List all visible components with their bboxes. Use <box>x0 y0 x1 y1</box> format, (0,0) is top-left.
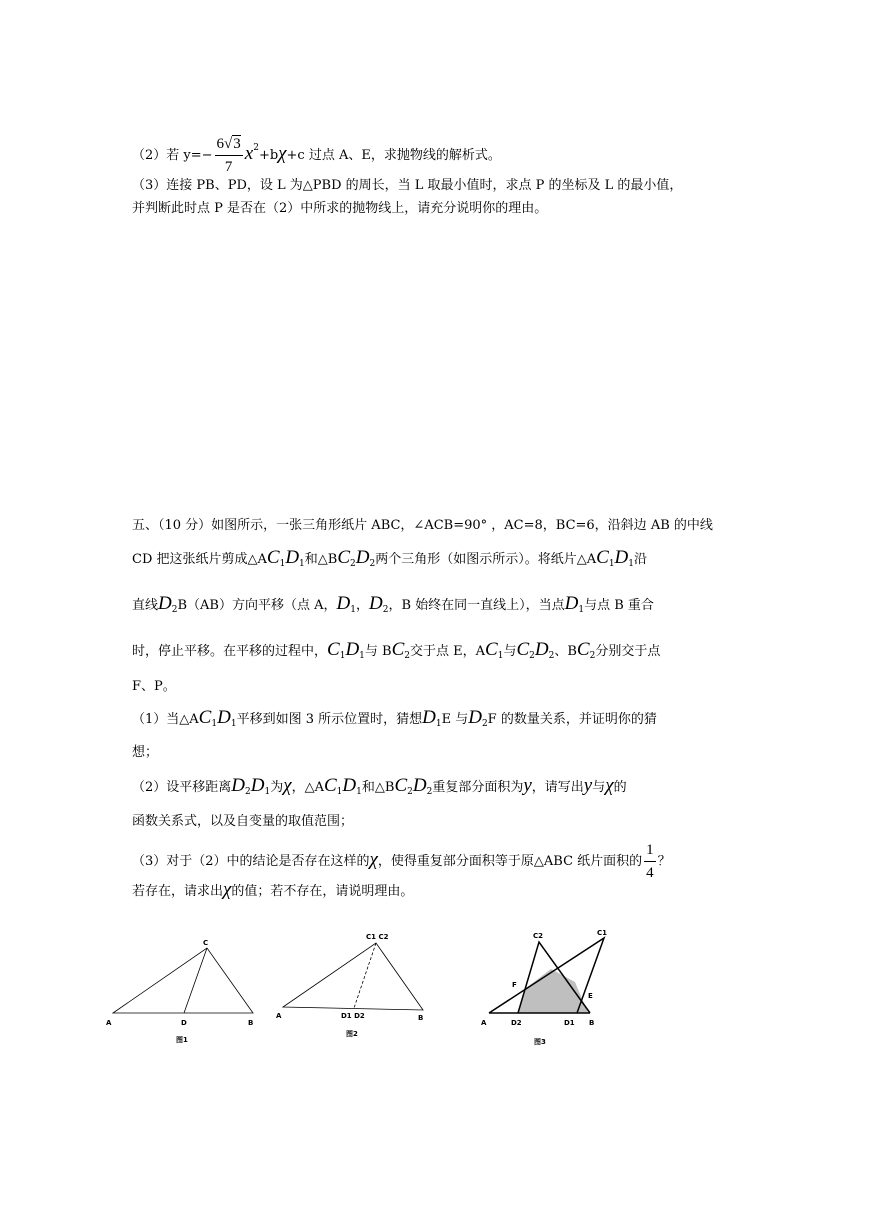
figure-3 <box>489 938 604 1013</box>
sub-question-3-line-2: 若存在，请求出χ的值；若不存在，请说明理由。 <box>132 879 414 900</box>
fig2-label-d1d2: D1 D2 <box>341 1012 365 1020</box>
fig1-triangle-abc <box>113 948 253 1013</box>
fig3-label-c1: C1 <box>597 929 608 937</box>
fig2-caption: 图2 <box>346 1030 358 1038</box>
sub-question-2-line-2: 函数关系式，以及自变量的取值范围； <box>132 814 354 829</box>
fig3-label-d1: D1 <box>564 1019 575 1027</box>
fig2-cut-line <box>354 943 376 1008</box>
fig3-caption: 图3 <box>534 1038 546 1046</box>
fig2-label-c1c2: C1 C2 <box>366 933 389 941</box>
fig3-label-e: E <box>588 992 593 1000</box>
problem-5-line-4: 时，停止平移。在平移的过程中，$C_1D_1$与 $BC_2$交于点 E，$AC_1$与$C_2D_2$、$BC_2$分别交于点 <box>132 639 661 661</box>
problem-5-line-2: CD 把这张纸片剪成$\triangle AC_1D_1$和$\triangle BC_2D_2$两个三角形（如图示所示）。将纸片$\triangle AC_1D_1$沿 <box>132 547 648 569</box>
fig1-label-b: B <box>248 1019 254 1027</box>
fraction-one-quarter: $\frac{1}{4}$ <box>644 839 656 884</box>
fig3-label-d2: D2 <box>511 1019 522 1027</box>
fig1-label-a: A <box>106 1019 112 1027</box>
sub-question-1-line-1: （1）当$\triangle AC_1D_1$平移到如图 3 所示位置时，猜想$D_1E$ 与$D_2F$ 的数量关系，并证明你的猜 <box>132 707 657 729</box>
sub-question-2-line-1: （2）设平移距离$D_2D_1$为χ，$\triangle AC_1D_1$和$\triangle BC_2D_2$重复部分面积为y，请写出y与χ的 <box>132 775 627 797</box>
fig3-label-f: F <box>512 981 517 989</box>
fig3-label-b: B <box>589 1019 595 1027</box>
fig1-label-d: D <box>181 1019 187 1027</box>
q2-text-a: （2）若 y=− <box>132 148 213 163</box>
question-3-line-1: （3）连接 PB、PD，设 L 为△PBD 的周长，当 L 取最小值时，求点 P 的坐标及 L 的最小值， <box>132 178 683 193</box>
question-2: （2）若 y=− $\frac{6√3}{7}$ $x^2+b\chi+c$ 过点 A、E，求抛物线的解析式。 <box>132 130 501 166</box>
fig2-label-b: B <box>418 1014 424 1022</box>
figure-2 <box>283 943 423 1010</box>
fig3-label-a: A <box>481 1019 487 1027</box>
problem-5-line-3: 直线$D_2B(AB)$方向平移（点 A，$D_1$，$D_2$，B 始终在同一直线上），当点$D_1$与点 B 重合 <box>132 593 654 615</box>
fig2-triangle <box>283 943 423 1010</box>
problem-5-line-1: 五、（10 分）如图所示，一张三角形纸片 ABC，∠ACB=90° ，AC=8，BC=6，沿斜边 AB 的中线 <box>132 518 713 533</box>
fig1-label-c: C <box>203 939 209 947</box>
fig3-label-c2: C2 <box>533 932 544 940</box>
figure-1 <box>113 948 253 1013</box>
fig1-median-cd <box>184 948 207 1013</box>
sub-question-1-line-2: 想； <box>132 745 159 760</box>
fig1-caption: 图1 <box>176 1036 188 1044</box>
fig2-label-a: A <box>276 1012 282 1020</box>
fraction-6root3-over-7: $\frac{6√3}{7}$ <box>215 133 243 178</box>
problem-5-line-5: F、P。 <box>132 679 176 694</box>
sub-question-3-line-1: （3）对于（2）中的结论是否存在这样的χ，使得重复部分面积等于原△ABC 纸片面积的 $\frac{1}{4}$ ？ <box>132 838 671 882</box>
question-3-line-2: 并判断此时点 P 是否在（2）中所求的抛物线上，请充分说明你的理由。 <box>132 201 548 216</box>
